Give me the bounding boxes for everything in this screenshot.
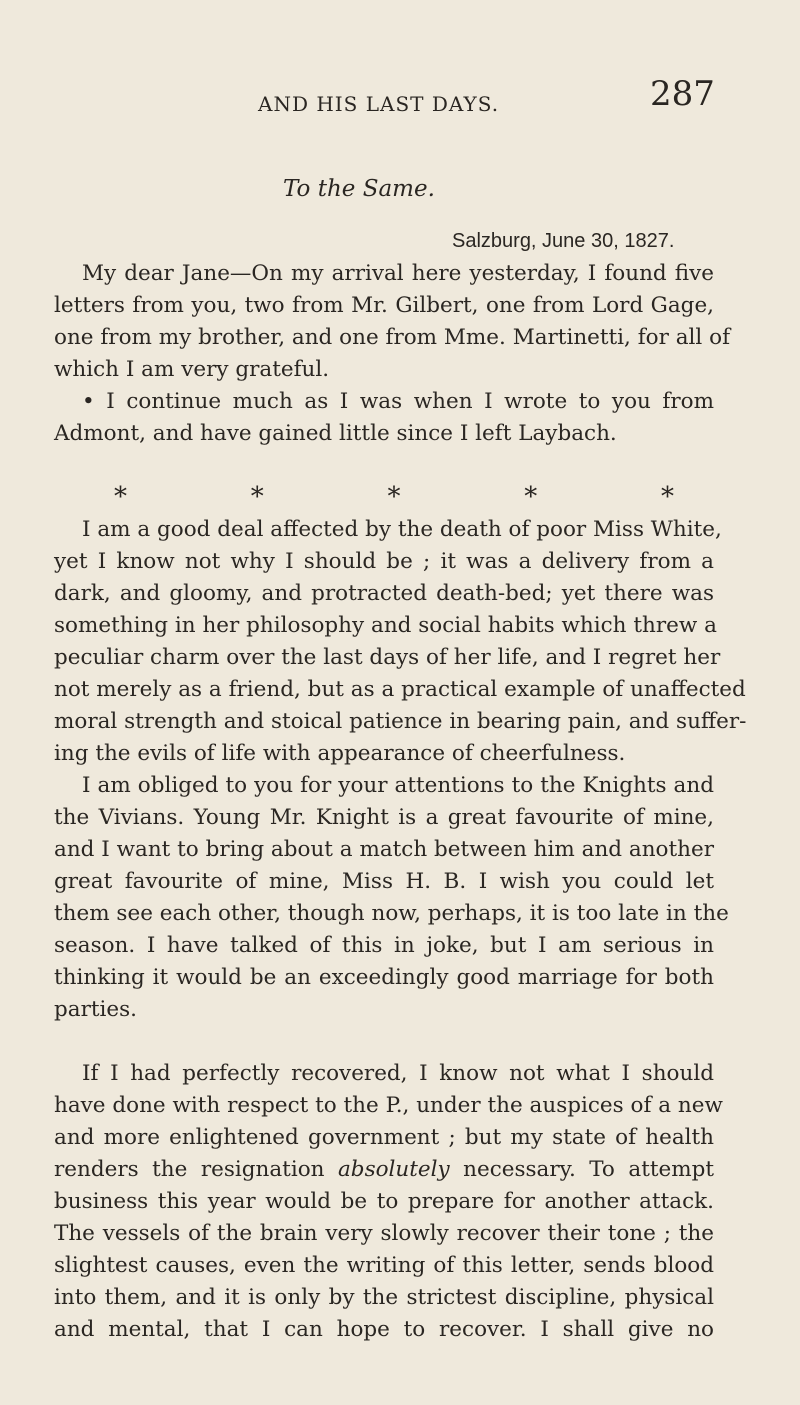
text-line: I am a good deal affected by the death of poor Miss White,: [82, 517, 722, 542]
text-line: • I continue much as I was when I wrote to you from: [82, 389, 714, 414]
text-line: and more enlightened government ; but my state of health: [54, 1125, 714, 1150]
paragraph-knights: [54, 770, 729, 1026]
letter-heading: To the Same.: [283, 176, 435, 202]
asterisk: *: [524, 482, 538, 512]
text-segment: renders the resignation: [54, 1157, 338, 1182]
text-line: the Vivians. Young Mr. Knight is a great favourite of mine,: [54, 805, 714, 830]
letter-dateline: Salzburg, June 30, 1827.: [452, 230, 675, 252]
text-line: not merely as a friend, but as a practical example of unaffected: [54, 677, 746, 702]
paragraph-miss-white: [54, 514, 747, 770]
text-line: My dear Jane—On my arrival here yesterday, I found five: [82, 261, 714, 286]
text-line: ing the evils of life with appearance of cheerfulness.: [54, 741, 626, 766]
text-line: The vessels of the brain very slowly recover their tone ; the: [54, 1221, 714, 1246]
text-line: business this year would be to prepare for another attack.: [54, 1189, 714, 1214]
emphasized-word: absolutely: [337, 1157, 450, 1182]
text-line: thinking it would be an exceedingly good marriage for both: [54, 965, 714, 990]
paragraph-resignation: [54, 1058, 723, 1346]
text-line: one from my brother, and one from Mme. Martinetti, for all of: [54, 325, 731, 350]
paragraph-greeting: [54, 258, 731, 386]
text-line: yet I know not why I should be ; it was a delivery from a: [54, 549, 714, 574]
page-number: 287: [650, 74, 715, 114]
text-line: If I had perfectly recovered, I know not what I should: [82, 1061, 714, 1086]
text-line: have done with respect to the P., under the auspices of a new: [54, 1093, 723, 1118]
text-line: which I am very grateful.: [54, 357, 330, 382]
text-line-emphasis: [54, 1154, 714, 1186]
text-line: slightest causes, even the writing of this letter, sends blood: [54, 1253, 714, 1278]
text-line: I am obliged to you for your attentions to the Knights and: [82, 773, 714, 798]
text-line: season. I have talked of this in joke, but I am serious in: [54, 933, 714, 958]
running-head: AND HIS LAST DAYS.: [258, 92, 500, 116]
asterisk: *: [114, 482, 127, 512]
text-line: letters from you, two from Mr. Gilbert, one from Lord Gage,: [54, 293, 714, 318]
text-line: into them, and it is only by the strictest discipline, physical: [54, 1285, 714, 1310]
asterisk: *: [250, 482, 264, 512]
section-break-asterisks: [114, 482, 674, 512]
text-line: peculiar charm over the last days of her life, and I regret her: [54, 645, 721, 670]
text-line: parties.: [54, 997, 137, 1022]
text-line: something in her philosophy and social habits which threw a: [54, 613, 717, 638]
asterisk: *: [387, 482, 401, 512]
text-line: moral strength and stoical patience in bearing pain, and suffer-: [54, 709, 747, 734]
paragraph-health: [54, 386, 714, 450]
text-line: them see each other, though now, perhaps, it is too late in the: [54, 901, 729, 926]
text-line: and mental, that I can hope to recover. I shall give no: [54, 1317, 714, 1342]
text-line: great favourite of mine, Miss H. B. I wish you could let: [54, 869, 714, 894]
asterisk: *: [661, 482, 674, 512]
text-line: and I want to bring about a match between him and another: [54, 837, 714, 862]
text-segment: necessary. To attempt: [449, 1157, 714, 1182]
text-line: Admont, and have gained little since I left Laybach.: [54, 421, 617, 446]
text-line: dark, and gloomy, and protracted death-bed; yet there was: [54, 581, 714, 606]
